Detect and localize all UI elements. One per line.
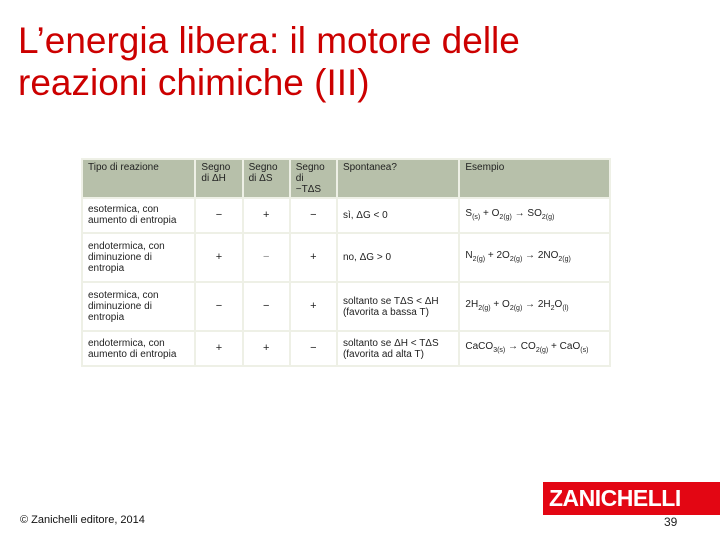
cell-tipo: endotermica, con diminuzione di entropia <box>83 234 194 281</box>
page-number: 39 <box>664 515 678 529</box>
eq-part: → SO <box>511 207 542 219</box>
eq-part: → 2H <box>522 299 551 311</box>
eq-sub: 3(s) <box>493 347 506 355</box>
reaction-table <box>81 158 611 367</box>
reaction-table-container <box>81 158 611 367</box>
cell-sign-dh: + <box>196 332 241 365</box>
table-header-row <box>83 160 609 197</box>
cell-spontanea <box>338 283 458 330</box>
cell-esempio <box>460 283 609 330</box>
eq-sub: 2(g) <box>535 347 549 355</box>
cell-tipo: esotermica, con diminuzione di entropia <box>83 283 194 330</box>
eq-sub: 2(g) <box>509 305 523 313</box>
header-spontanea: Spontanea? <box>338 160 458 197</box>
spontanea-line2: (favorita a bassa T) <box>342 306 429 318</box>
header-segno-dh-line2: di ΔH <box>201 173 226 184</box>
cell-sign-ds: − <box>244 283 289 330</box>
eq-sub: (s) <box>472 213 481 221</box>
eq-part: N <box>465 249 473 261</box>
header-segno-tds-line1: Segno <box>295 162 325 173</box>
slide-title <box>18 20 708 104</box>
eq-sub: 2(g) <box>558 255 571 263</box>
slide-title-line-2: reazioni chimiche (III) <box>18 62 370 103</box>
eq-part: + 2O <box>485 249 510 261</box>
eq-part: + CaO <box>548 341 581 353</box>
cell-sign-ds: + <box>244 199 289 232</box>
eq-sub: (s) <box>580 347 589 355</box>
eq-part: + O <box>490 299 510 311</box>
header-segno-ds-line2: di ΔS <box>248 173 273 184</box>
cell-esempio <box>460 199 609 232</box>
slide-title-line-1: L’energia libera: il motore delle <box>18 20 520 61</box>
header-segno-dh <box>196 160 241 197</box>
spontanea-line1: no, ΔG > 0 <box>342 251 392 263</box>
eq-part: → 2NO <box>522 249 559 261</box>
eq-part: CaCO <box>465 341 494 353</box>
eq-sub: 2(g) <box>499 213 512 221</box>
cell-sign-tds: + <box>291 283 336 330</box>
eq-sub: 2(g) <box>509 255 523 263</box>
eq-sub: 2 <box>550 305 555 313</box>
eq-part: + O <box>480 207 500 219</box>
cell-esempio <box>460 332 609 365</box>
header-segno-ds <box>244 160 289 197</box>
eq-part: S <box>465 207 473 219</box>
header-segno-tds <box>291 160 336 197</box>
table-row <box>83 283 609 330</box>
eq-part: O <box>554 299 563 311</box>
header-esempio: Esempio <box>460 160 609 197</box>
cell-sign-tds: − <box>291 332 336 365</box>
cell-sign-dh: − <box>196 199 241 232</box>
eq-sub: 2(g) <box>541 213 555 221</box>
header-segno-tds-line2: di −TΔS <box>295 173 322 195</box>
cell-sign-tds: − <box>291 199 336 232</box>
header-tipo-reazione: Tipo di reazione <box>83 160 194 197</box>
table-row <box>83 234 609 281</box>
eq-sub: 2(g) <box>478 305 491 313</box>
cell-esempio <box>460 234 609 281</box>
cell-spontanea <box>338 234 458 281</box>
table-row <box>83 332 609 365</box>
header-segno-dh-line1: Segno <box>201 162 231 173</box>
cell-sign-ds: + <box>244 332 289 365</box>
eq-part: 2H <box>465 299 479 311</box>
spontanea-line1: sì, ΔG < 0 <box>342 209 388 221</box>
cell-spontanea <box>338 332 458 365</box>
eq-sub: 2(g) <box>472 255 486 263</box>
eq-part: → CO <box>505 341 536 353</box>
spontanea-line1: soltanto se ΔH < TΔS <box>342 337 439 349</box>
cell-sign-dh: − <box>196 283 241 330</box>
copyright-footer: © Zanichelli editore, 2014 <box>20 514 145 526</box>
cell-sign-tds: + <box>291 234 336 281</box>
header-segno-ds-line1: Segno <box>248 162 278 173</box>
spontanea-line2: (favorita ad alta T) <box>342 348 424 360</box>
cell-tipo: esotermica, con aumento di entropia <box>83 199 194 232</box>
cell-tipo: endotermica, con aumento di entropia <box>83 332 194 365</box>
table-row <box>83 199 609 232</box>
cell-sign-dh: + <box>196 234 241 281</box>
cell-sign-ds: − <box>244 234 289 281</box>
eq-sub: (l) <box>562 305 569 313</box>
zanichelli-logo: ZANICHELLI <box>543 482 720 515</box>
spontanea-line1: soltanto se TΔS < ΔH <box>342 295 439 307</box>
cell-spontanea <box>338 199 458 232</box>
